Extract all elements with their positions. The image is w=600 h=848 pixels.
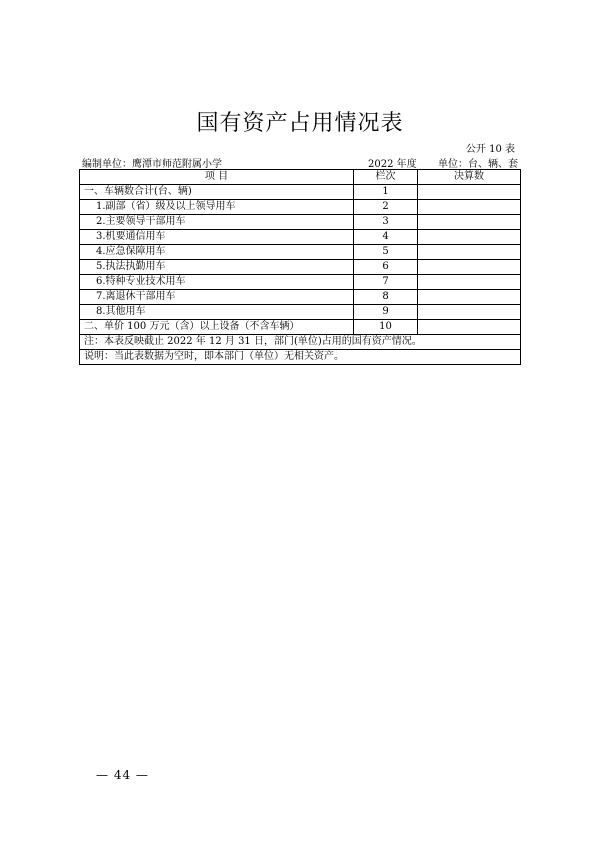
table-row <box>80 275 521 290</box>
row-item: 2.主要领导干部用车 <box>80 215 354 230</box>
table-explanation: 说明：当此表数据为空时，即本部门（单位）无相关资产。 <box>80 350 521 365</box>
table-header-row <box>80 170 521 185</box>
row-item: 5.执法执勤用车 <box>80 260 354 275</box>
row-col: 1 <box>354 185 418 200</box>
row-col: 5 <box>354 245 418 260</box>
row-value <box>418 185 521 200</box>
row-value <box>418 305 521 320</box>
table-row <box>80 290 521 305</box>
row-col: 9 <box>354 305 418 320</box>
table-note: 注：本表反映截止 2022 年 12 月 31 日，部门(单位)占用的国有资产情况。 <box>80 335 521 350</box>
row-col: 10 <box>354 320 418 335</box>
row-item: 7.离退休干部用车 <box>80 290 354 305</box>
row-value <box>418 260 521 275</box>
table-row <box>80 245 521 260</box>
row-col: 3 <box>354 215 418 230</box>
header-value: 决算数 <box>418 170 521 185</box>
form-code: 公开 10 表 <box>465 144 515 155</box>
row-col: 8 <box>354 290 418 305</box>
page-number: — 44 — <box>96 768 149 782</box>
table-row <box>80 185 521 200</box>
row-item: 3.机要通信用车 <box>80 230 354 245</box>
row-col: 4 <box>354 230 418 245</box>
row-item: 1.副部（省）级及以上领导用车 <box>80 200 354 215</box>
asset-table <box>79 169 521 365</box>
table-row <box>80 320 521 335</box>
meta-row <box>82 155 518 169</box>
header-item: 项 目 <box>80 170 354 185</box>
explanation-row <box>80 350 521 365</box>
row-col: 6 <box>354 260 418 275</box>
compiling-unit: 编制单位：鹰潭市师范附属小学 <box>82 159 222 170</box>
fiscal-year: 2022 年度 <box>368 159 417 170</box>
row-col: 7 <box>354 275 418 290</box>
row-value <box>418 245 521 260</box>
row-value <box>418 290 521 305</box>
table-row <box>80 260 521 275</box>
row-item: 6.特种专业技术用车 <box>80 275 354 290</box>
row-value <box>418 320 521 335</box>
note-row <box>80 335 521 350</box>
measure-units: 单位：台、辆、套 <box>438 159 518 170</box>
table-body <box>80 185 521 335</box>
row-item: 8.其他用车 <box>80 305 354 320</box>
table-row <box>80 305 521 320</box>
row-item: 一、车辆数合计(台、辆) <box>80 185 354 200</box>
table-row <box>80 230 521 245</box>
row-value <box>418 230 521 245</box>
table-row <box>80 215 521 230</box>
row-value <box>418 275 521 290</box>
row-value <box>418 200 521 215</box>
row-value <box>418 215 521 230</box>
header-col: 栏次 <box>354 170 418 185</box>
row-item: 二、单价 100 万元（含）以上设备（不含车辆） <box>80 320 354 335</box>
document-title: 国有资产占用情况表 <box>196 111 404 136</box>
row-col: 2 <box>354 200 418 215</box>
row-item: 4.应急保障用车 <box>80 245 354 260</box>
table-row <box>80 200 521 215</box>
